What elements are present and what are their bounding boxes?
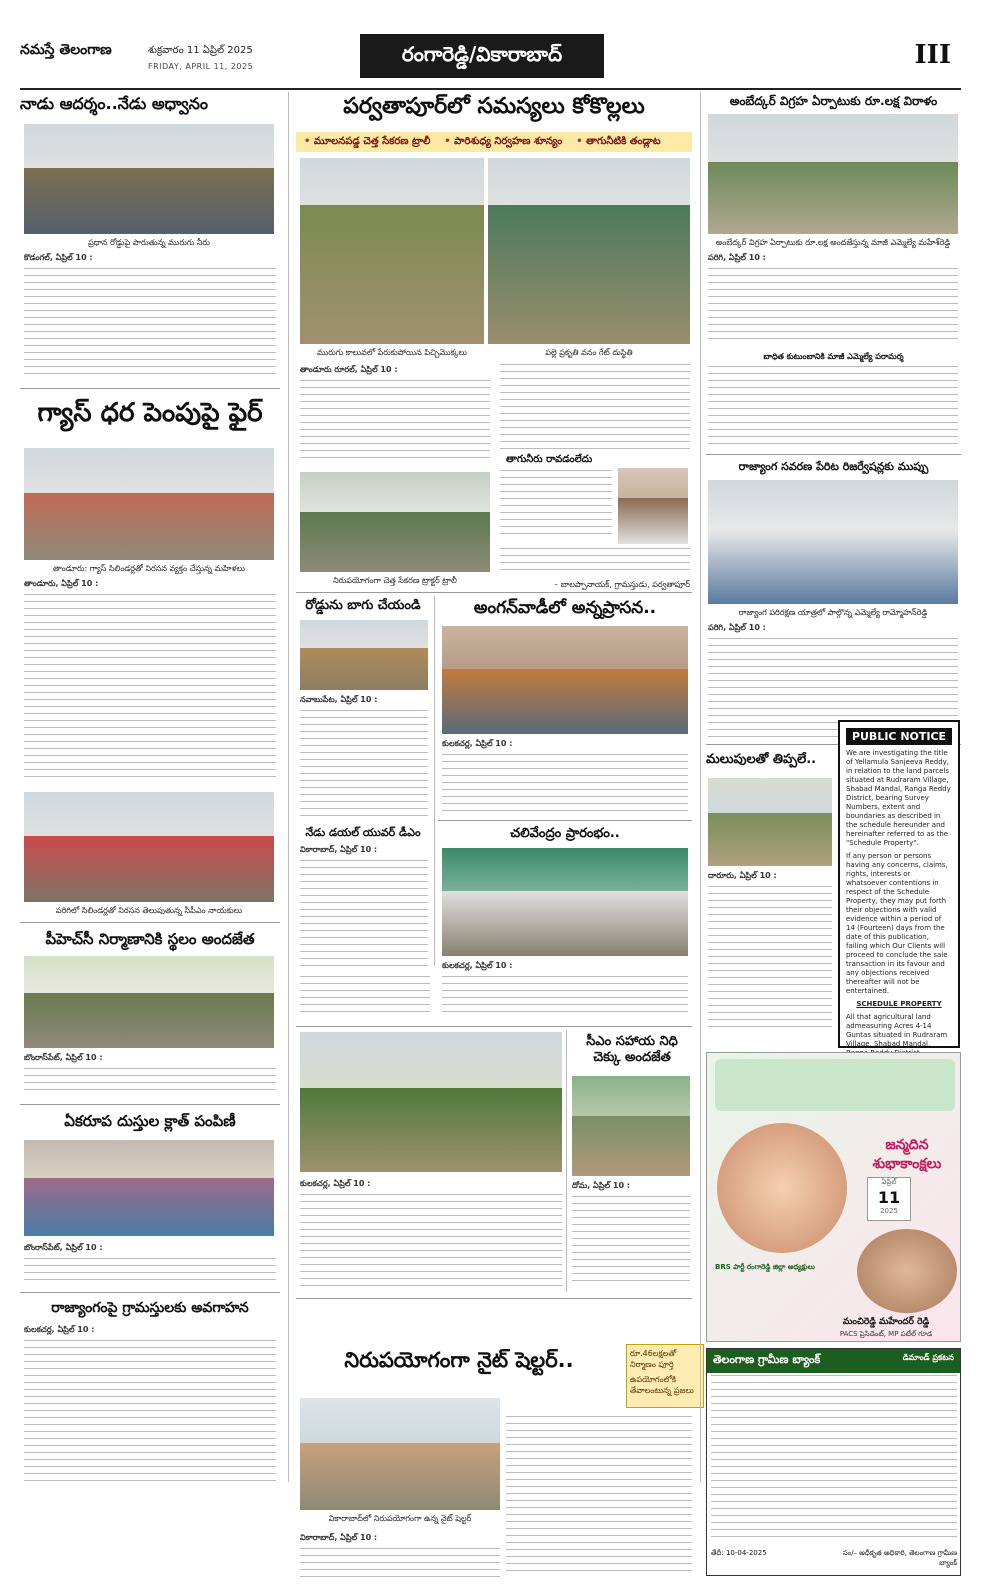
story-headline: పీహెచ్‌సీ నిర్మాణానికి స్థలం అందజేత bbox=[45, 930, 255, 948]
ad-month: ఏప్రిల్ bbox=[881, 1178, 897, 1186]
story-tags bbox=[626, 1344, 704, 1408]
story-subhead: తాగునీరు రావడంలేదు bbox=[506, 454, 593, 465]
photo-caption: రాజ్యాంగ పరిరక్షణ యాత్రలో పాల్గొన్న ఎమ్మెల్యే రామ్మోహన్‌రెడ్డి bbox=[738, 608, 928, 617]
masthead bbox=[20, 34, 961, 84]
story-body bbox=[300, 860, 428, 970]
news-photo bbox=[24, 1140, 274, 1236]
news-photo bbox=[24, 956, 274, 1048]
story-headline: సీఎం సహాయ నిధి చెక్కు అందజేత bbox=[586, 1034, 678, 1065]
story-dateline: దోమ, ఏప్రిల్ 10 : bbox=[572, 1181, 630, 1190]
story-divider bbox=[706, 454, 961, 455]
story-headline: రోడ్డును బాగు చేయండి bbox=[305, 598, 421, 613]
highlight-item: • తాగునీటికి తండ్లాట bbox=[576, 135, 660, 149]
story-dateline: కొడంగల్, ఏప్రిల్ 10 : bbox=[24, 253, 93, 262]
story-divider bbox=[296, 1026, 692, 1027]
story-body bbox=[572, 1196, 690, 1292]
notice-body-2: If any person or persons having any concerns, claims, rights, interests or whatsoever contentions in respect of the Schedule Property, they may put forth their objections with valid evidence within a period of 14 (Fourteen) days from the date of this publication, failing which Our Clients will proceed to conclude the sale transaction in its favour and any objections received thereafter will not be entertained. bbox=[846, 852, 948, 995]
ad-banner bbox=[715, 1059, 955, 1111]
masthead-rule bbox=[20, 88, 961, 90]
story-headline: నిరుపయోగంగా నైట్ షెల్టర్.. bbox=[344, 1348, 574, 1372]
story-headline: మలుపులతో తిప్పలే.. bbox=[706, 752, 817, 767]
birthday-advertisement bbox=[706, 1052, 961, 1342]
story-headline: రాజ్యాంగ సవరణ పేరిట రిజర్వేషన్లకు ముప్పు bbox=[738, 460, 929, 473]
story-headline: చలివేంద్రం ప్రారంభం.. bbox=[510, 826, 620, 841]
story-dateline: వికారాబాద్, ఏప్రిల్ 10 : bbox=[300, 845, 378, 854]
bank-demand-notice bbox=[706, 1348, 961, 1576]
story-divider bbox=[20, 1104, 280, 1105]
story-body bbox=[442, 976, 688, 1020]
column-divider bbox=[434, 596, 435, 966]
story-headline: రాజ్యాంగంపై గ్రామస్తులకు అవగాహన bbox=[51, 1300, 249, 1316]
ad-greeting: జన్మదిన శుభాకాంక్షలు bbox=[872, 1137, 942, 1172]
story-body bbox=[708, 366, 958, 454]
photo-caption: వికారాబాద్‌లో నిరుపయోగంగా ఉన్న నైట్ షెల్టర్ bbox=[328, 1514, 472, 1523]
news-photo bbox=[300, 472, 490, 572]
photo-caption: మురుగు కాలువలో పేరుకుపోయిన పిచ్చిమొక్కలు bbox=[317, 348, 467, 357]
story-body bbox=[24, 594, 276, 784]
story-body bbox=[442, 754, 688, 816]
story-divider bbox=[296, 592, 692, 593]
ad-day: 11 bbox=[877, 1188, 901, 1207]
story-body bbox=[506, 1416, 692, 1584]
notice-body: We are investigating the title of Yellamula Sanjeeva Reddy, in relation to the land parcels situated at Rudraram Village, Shabad Mandal, Ranga Reddy District, bearing Survey Numbers, extent and boundaries as described in the schedule hereunder and hereinafter referred to as the "Schedule Property". bbox=[846, 749, 951, 847]
story-highlights bbox=[296, 132, 692, 152]
photo-caption: పల్లె ప్రకృతి వనం గేట్ దుస్థితి bbox=[545, 348, 633, 357]
story-headline: పర్వతాపూర్‌లో సమస్యలు కోకొల్లలు bbox=[343, 94, 645, 119]
highlight-item: • పారిశుధ్య నిర్వహణ శూన్యం bbox=[444, 135, 562, 149]
story-divider bbox=[20, 922, 280, 923]
story-headline: నాడు ఆదర్శం..నేడు అధ్వానం bbox=[20, 94, 208, 113]
news-photo bbox=[300, 620, 428, 690]
story-body bbox=[500, 470, 612, 540]
news-photo bbox=[24, 792, 274, 902]
story-body bbox=[300, 380, 490, 466]
column-divider bbox=[566, 1030, 567, 1292]
photo-caption: ప్రధాన రోడ్డుపై పారుతున్న మురుగు నీరు bbox=[88, 238, 210, 247]
story-body bbox=[500, 364, 690, 454]
story-dateline: పరిగి, ఏప్రిల్ 10 : bbox=[708, 253, 766, 262]
story-headline: అంగన్‌వాడీలో అన్నప్రాసన.. bbox=[473, 598, 657, 618]
newspaper-brand: నమస్తే తెలంగాణ bbox=[20, 42, 112, 58]
story-body bbox=[300, 1548, 500, 1584]
story-dateline: తాండూరు రూరల్, ఏప్రిల్ 10 : bbox=[300, 365, 398, 374]
story-body bbox=[300, 1194, 562, 1294]
story-headline: గ్యాస్ ధర పెంపుపై ఫైర్ bbox=[37, 398, 263, 428]
story-dateline: కులకచర్ల, ఏప్రిల్ 10 : bbox=[300, 1179, 371, 1188]
story-body bbox=[24, 1068, 276, 1098]
ad-date-badge bbox=[867, 1177, 911, 1221]
photo-caption: నిరుపయోగంగా చెత్త సేకరణ ట్రాక్టర్ ట్రాలీ bbox=[333, 576, 457, 585]
notice-schedule: All that agricultural land admeasuring Acres 4-14 Guntas situated in Rudraram Village, Shabad Mandal, bbox=[846, 1013, 948, 1048]
bank-tag: డిమాండ్ ప్రకటన bbox=[902, 1353, 954, 1362]
story-dateline: దారూరు, ఏప్రిల్ 10 : bbox=[708, 871, 777, 880]
story-headline: అంబేద్కర్ విగ్రహ ఏర్పాటుకు రూ.లక్ష విరాళం bbox=[729, 94, 938, 108]
news-photo bbox=[300, 158, 484, 344]
bank-name: తెలంగాణ గ్రామీణ బ్యాంక్ bbox=[713, 1353, 821, 1366]
story-dateline: నవాబుపేట, ఏప్రిల్ 10 : bbox=[300, 695, 378, 704]
story-divider bbox=[438, 820, 692, 821]
story-body bbox=[708, 886, 832, 1034]
news-photo bbox=[488, 158, 690, 344]
tag-item: రూ.46లక్షలతో నిర్మాణం పూర్తి bbox=[630, 1349, 677, 1369]
story-divider bbox=[296, 1298, 692, 1299]
story-divider bbox=[20, 1292, 280, 1293]
news-photo bbox=[442, 848, 688, 956]
ad-name: మంచిరెడ్డి మహేందర్ రెడ్డి bbox=[842, 1317, 930, 1327]
story-body bbox=[24, 268, 276, 378]
highlight-item: • మూలనపడ్డ చెత్త సేకరణ ట్రాలీ bbox=[304, 135, 430, 149]
news-photo bbox=[442, 626, 688, 734]
story-headline: నేడు డయల్ యువర్ డీఎం bbox=[305, 826, 421, 839]
portrait-photo bbox=[857, 1229, 957, 1313]
story-headline: ఏకరూప దుస్తుల క్లాత్ పంపిణీ bbox=[64, 1112, 236, 1130]
tag-item: ఉపయోగంలోకి తేవాలంటున్న ప్రజలు bbox=[630, 1375, 694, 1395]
ad-title: PACS ప్రెసిడెంట్, MP పటేల్ గూడ bbox=[839, 1330, 933, 1338]
story-body bbox=[24, 1340, 276, 1490]
portrait-photo bbox=[717, 1123, 847, 1253]
story-dateline: కులకచర్ల, ఏప్రిల్ 10 : bbox=[442, 961, 513, 970]
story-body bbox=[300, 976, 430, 1020]
news-photo bbox=[708, 480, 958, 604]
photo-caption: అంబేద్కర్ విగ్రహ ఏర్పాటుకు రూ.లక్ష అందజేస్తున్న మాజీ ఎమ్మెల్యే మహేశ్‌రెడ్డి bbox=[715, 238, 951, 247]
date-english: FRIDAY, APRIL 11, 2025 bbox=[148, 62, 254, 71]
notice-title: PUBLIC NOTICE bbox=[846, 728, 952, 745]
section-title: రంగారెడ్డి/వికారాబాద్ bbox=[360, 34, 604, 78]
story-divider bbox=[20, 388, 280, 389]
news-photo bbox=[300, 1032, 562, 1172]
news-photo bbox=[708, 114, 958, 234]
notice-date: తేదీ: 10-04-2025 bbox=[711, 1549, 767, 1557]
notice-body bbox=[711, 1375, 957, 1543]
news-photo bbox=[24, 124, 274, 234]
person-photo bbox=[618, 468, 688, 544]
story-body bbox=[24, 1258, 276, 1288]
news-photo bbox=[24, 448, 274, 560]
story-dateline: వికారాబాద్, ఏప్రిల్ 10 : bbox=[300, 1533, 378, 1542]
notice-schedule-title: SCHEDULE PROPERTY bbox=[856, 1000, 942, 1008]
photo-caption: పరిగిలో సిలిండర్లతో నిరసన తెలుపుతున్న సీపీఎం నాయకులు bbox=[55, 906, 243, 915]
column-divider bbox=[700, 92, 701, 1482]
ad-party: BRS పార్టీ రంగారెడ్డి జిల్లా అధ్యక్షులు bbox=[715, 1263, 815, 1271]
story-dateline: బొంరాస్‌పేట్, ఏప్రిల్ 10 : bbox=[24, 1243, 103, 1252]
story-dateline: కులకచర్ల, ఏప్రిల్ 10 : bbox=[442, 739, 513, 748]
bank-header bbox=[707, 1349, 960, 1373]
story-dateline: తాండూరు, ఏప్రిల్ 10 : bbox=[24, 579, 99, 588]
news-photo bbox=[300, 1398, 500, 1510]
story-body bbox=[500, 548, 690, 578]
story-body bbox=[300, 710, 428, 820]
column-divider bbox=[288, 92, 289, 1482]
story-dateline: కులకచర్ల, ఏప్రిల్ 10 : bbox=[24, 1325, 95, 1334]
ad-year: 2025 bbox=[880, 1207, 898, 1215]
news-photo bbox=[708, 778, 832, 866]
photo-caption: తాండూరు: గ్యాస్ సిలిండర్లతో నిరసన వ్యక్తం చేస్తున్న మహిళలు bbox=[53, 564, 245, 573]
page-number: III bbox=[914, 40, 951, 70]
story-body bbox=[708, 268, 958, 348]
public-notice bbox=[838, 720, 960, 1048]
story-dateline: పరిగి, ఏప్రిల్ 10 : bbox=[708, 623, 766, 632]
story-subhead: బాధిత కుటుంబానికి మాజీ ఎమ్మెల్యే పరామర్శ bbox=[763, 352, 904, 361]
story-dateline: బొంరాస్‌పేట్, ఏప్రిల్ 10 : bbox=[24, 1053, 103, 1062]
notice-signature: సం/– అధీకృత అధికారి, తెలంగాణ గ్రామీణ బ్యాంక్ bbox=[842, 1549, 957, 1567]
quote-attribution: – బాలప్పానాయక్, గ్రామస్తుడు, పర్వతాపూర్ bbox=[554, 580, 690, 589]
date-telugu: శుక్రవారం 11 ఏప్రిల్ 2025 bbox=[148, 45, 253, 56]
news-photo bbox=[572, 1076, 690, 1176]
